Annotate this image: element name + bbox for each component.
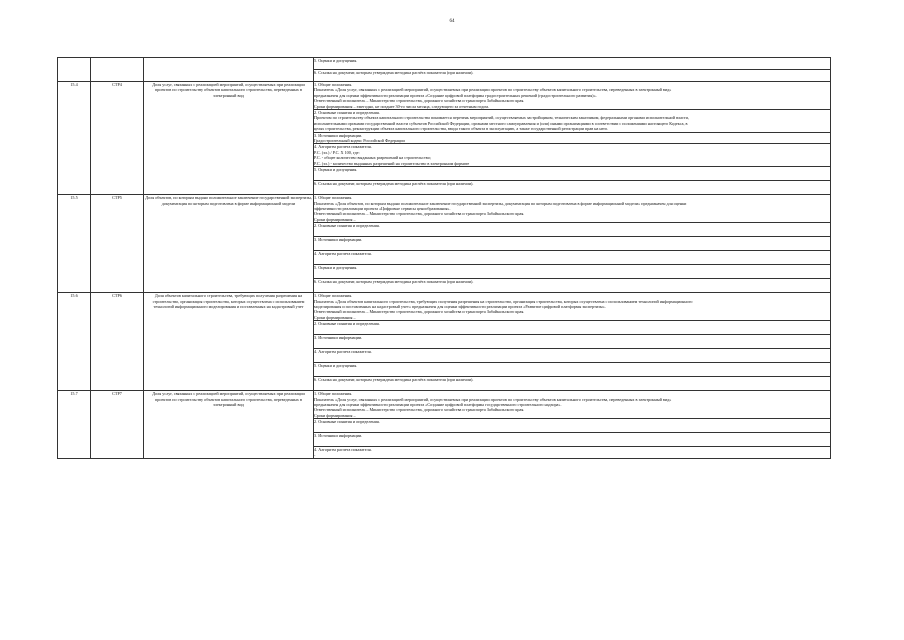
method-section (314, 223, 831, 237)
method-section (314, 419, 831, 433)
indicators-table (57, 57, 831, 459)
method-line: исполнительными органами государственной власти субъектов Российской Федерации, органами местного самоуправления и (или) иными организациями в соответствии с положениями настоящего Кодекса, в (314, 120, 688, 126)
method-line: 1. Общие положения. (314, 293, 353, 299)
method-section (314, 144, 831, 167)
method-section (314, 265, 831, 279)
method-line: 4. Алгоритм расчета показателя. (314, 251, 372, 257)
method-line: Показатель «Доля услуг, связанных с реализацией мероприятий, осуществляемых при реализации проектов по строительству объектов капитального строительства, переведенных в электронный вид» (314, 396, 672, 402)
indicator-code: СТР7 (91, 391, 144, 459)
method-line: Сроки формирования – (314, 216, 356, 222)
method-line: 4. Алгоритм расчета показателя. (314, 447, 372, 453)
method-line: 5. Оценки и допущения. (314, 363, 358, 369)
method-line: 4. Алгоритм расчета показателя. (314, 349, 372, 355)
indicator-name: Доля услуг, связанных с реализацией мероприятий, осуществляемых при реализации проектов по строительству объектов капитального строительства, переведенных в электронный вид (144, 391, 314, 459)
method-section (314, 132, 831, 144)
indicator-code: СТР5 (91, 195, 144, 293)
method-line: 3. Источники информации. (314, 132, 363, 138)
indicator-code: СТР6 (91, 293, 144, 391)
method-line: Проектом по строительству объекта капитального строительства понимается перечень мероприятий, осуществляемых застройщиком, техническим заказчиком, федеральными органами исполнительной власти, (314, 115, 689, 121)
table-row (58, 58, 831, 70)
method-line: 3. Источники информации. (314, 433, 363, 439)
method-line: 2. Основные понятия и определения. (314, 110, 380, 116)
indicator-code: СТР4 (91, 82, 144, 195)
method-line: 6. Ссылка на документ, которым утверждена методика расчёта показателя (при наличии). (314, 70, 474, 75)
method-line: 5. Оценки и допущения. (314, 58, 358, 63)
method-line: 1. Общие положения. (314, 391, 353, 397)
method-line: Градостроительный кодекс Российской Федерации (314, 138, 405, 144)
method-line: целях строительства, реконструкции объекта капитального строительства, ввода такого объекта в эксплуатацию, а также государственной регистрации прав на него. (314, 126, 609, 132)
method-line: Сроки формирования – ежегодно, не позднее 30-го числа месяца, следующего за отчетным годом. (314, 103, 489, 109)
method-line: 2. Основные понятия и определения. (314, 223, 380, 229)
empty-cell (144, 58, 314, 82)
method-section (314, 58, 831, 70)
indicator-number: 15.5 (58, 195, 91, 293)
method-section (314, 70, 831, 82)
method-line: P.C. (эл.) - количество выданных разрешений на строительство в электронном формате (314, 160, 470, 166)
indicator-number: 15.7 (58, 391, 91, 459)
method-line: P.C. - общее количество выданных разрешений на строительство; (314, 155, 432, 161)
method-section (314, 363, 831, 377)
method-line: 3. Источники информации. (314, 237, 363, 243)
method-section (314, 293, 831, 321)
method-line: P.C. (эл.) / P.C. X 100, где: (314, 149, 360, 155)
method-section (314, 447, 831, 459)
method-line: Ответственный исполнитель – Министерство строительства, дорожного хозяйства и транспорта Забайкальского края. (314, 98, 525, 104)
table-row (58, 82, 831, 110)
method-section (314, 251, 831, 265)
method-line: эффективности реализации проекта «Цифровые сервисы ценообразования». (314, 205, 451, 211)
page-number: 64 (449, 19, 455, 24)
method-line: 6. Ссылка на документ, которым утверждена методика расчёта показателя (при наличии). (314, 279, 474, 285)
method-section (314, 237, 831, 251)
method-line: 3. Источники информации. (314, 335, 363, 341)
method-line: 6. Ссылка на документ, которым утверждена методика расчёта показателя (при наличии). (314, 377, 474, 383)
indicator-name: Доля услуг, связанных с реализацией мероприятий, осуществляемых при реализации проектов по строительству объектов капитального строительства, переведенных в электронный вид (144, 82, 314, 195)
method-line: 5. Оценки и допущения. (314, 167, 358, 173)
method-section (314, 82, 831, 110)
method-line: предназначен для оценки эффективности реализации проекта «Создание цифровой платформы градостроительных решений (градостроительного развития)». (314, 92, 597, 98)
method-section (314, 335, 831, 349)
method-line: Показатель «Доля объектов капитального строительства, требующих получения разрешения на строительство, организация строительства, которых осуществлена с использованием технологий информационного (314, 298, 693, 304)
method-line: предназначен для оценки эффективности реализации проекта «Создание цифровой платформы государственного строительного надзора». (314, 401, 562, 407)
method-section (314, 391, 831, 419)
indicator-number: 15.6 (58, 293, 91, 391)
method-section (314, 349, 831, 363)
indicator-name: Доля объектов, по которым выдано положительное заключение государственной экспертизы, документация по которым подготовлена в форме информационной модели (144, 195, 314, 293)
method-line: Ответственный исполнитель – Министерство строительства, дорожного хозяйства и транспорта Забайкальского края. (314, 309, 525, 315)
method-line: 2. Основные понятия и определения. (314, 419, 380, 425)
method-line: 1. Общие положения. (314, 82, 353, 87)
method-section (314, 433, 831, 447)
method-section (314, 167, 831, 181)
method-line: Показатель «Доля объектов, по которым выдано положительное заключение государственной экспертизы, документация по которым подготовлена в форме информационной модели» предназначен для оценки (314, 200, 687, 206)
method-line: Сроки формирования – (314, 412, 356, 418)
table-row (58, 391, 831, 419)
empty-cell (91, 58, 144, 82)
method-line: Показатель «Доля услуг, связанных с реализацией мероприятий, осуществляемых при реализации проектов по строительству объектов капитального строительства, переведенных в электронный вид» (314, 87, 672, 93)
method-section (314, 377, 831, 391)
table-row (58, 293, 831, 321)
method-line: 5. Оценки и допущения. (314, 265, 358, 271)
method-line: 1. Общие положения. (314, 195, 353, 201)
indicator-number: 15.4 (58, 82, 91, 195)
method-line: 4. Алгоритм расчета показателя. (314, 144, 372, 150)
method-section (314, 110, 831, 133)
table-row (58, 195, 831, 223)
method-section (314, 195, 831, 223)
method-line: Ответственный исполнитель – Министерство строительства, дорожного хозяйства и транспорта Забайкальского края. (314, 211, 525, 217)
method-section (314, 181, 831, 195)
method-line: - (314, 452, 316, 458)
empty-cell (58, 58, 91, 82)
method-line: Ответственный исполнитель – Министерство строительства, дорожного хозяйства и транспорта Забайкальского края. (314, 407, 525, 413)
method-line: 2. Основные понятия и определения. (314, 321, 380, 327)
method-section (314, 321, 831, 335)
method-line: моделирования и поставленных на кадастровый учет» предназначен для оценки эффективности реализации проекта «Развитие цифровой платформы экспертизы». (314, 303, 606, 309)
method-section (314, 279, 831, 293)
indicator-name: Доля объектов капитального строительства, требующих получения разрешения на строительство, организация строительства, которых осуществлена с использованием технологий информационного моделирования и поставленных на кадастровый учет (144, 293, 314, 391)
method-line: 6. Ссылка на документ, которым утверждена методика расчёта показателя (при наличии). (314, 181, 474, 187)
method-line: Сроки формирования – (314, 314, 356, 320)
